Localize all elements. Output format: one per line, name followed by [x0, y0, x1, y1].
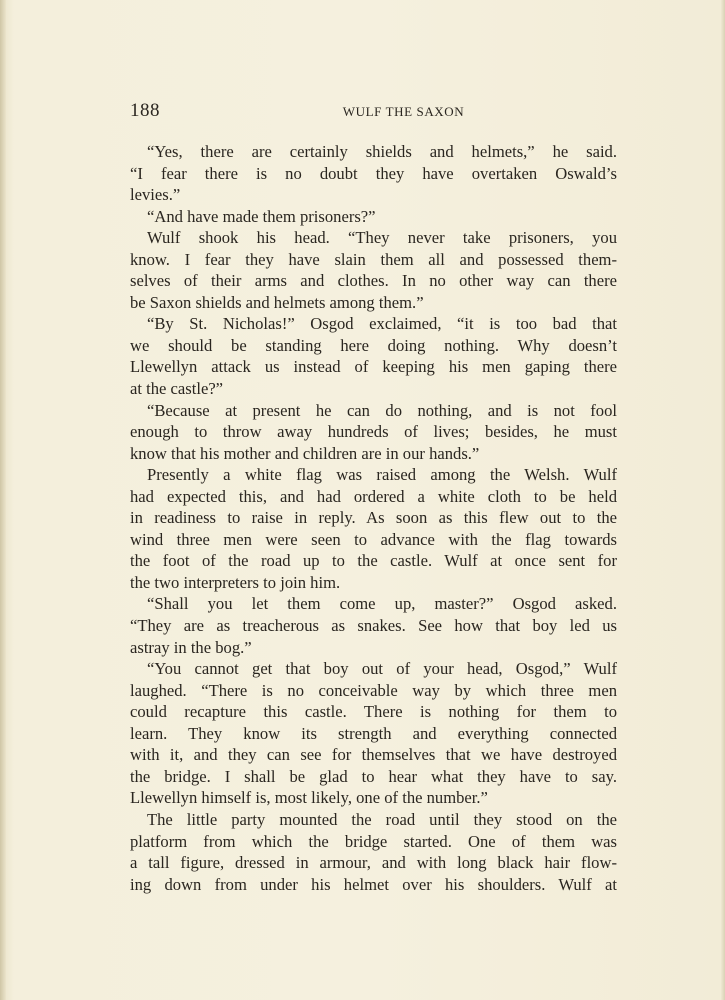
- text-line: the bridge. I shall be glad to hear what they have to say.: [130, 766, 617, 786]
- text-line: “I fear there is no doubt they have overtaken Oswald’s: [130, 163, 617, 183]
- text-line: could recapture this castle. There is nothing for them to: [130, 702, 617, 722]
- text-line: selves of their arms and clothes. In no other way can there: [130, 271, 617, 291]
- text-line: we should be standing here doing nothing. Why doesn’t: [130, 335, 617, 355]
- text-line: “You cannot get that boy out of your head, Osgod,” Wulf: [147, 659, 617, 679]
- text-line: Presently a white flag was raised among the Welsh. Wulf: [147, 465, 617, 485]
- text-line: Wulf shook his head. “They never take prisoners, you: [147, 228, 617, 248]
- running-title: WULF THE SAXON: [342, 104, 465, 119]
- text-line: the foot of the road up to the castle. Wulf at once sent for: [130, 551, 617, 571]
- text-line: The little party mounted the road until they stood on the: [147, 809, 617, 829]
- text-line: enough to throw away hundreds of lives; besides, he must: [130, 422, 617, 442]
- text-line: had expected this, and had ordered a white cloth to be held: [130, 486, 617, 506]
- text-line: wind three men were seen to advance with the flag towards: [130, 529, 617, 549]
- text-line: “Yes, there are certainly shields and helmets,” he said.: [147, 142, 617, 161]
- text-line: Llewellyn himself is, most likely, one of the number.”: [130, 788, 488, 808]
- text-line: levies.”: [130, 185, 181, 205]
- page-header: [130, 98, 617, 124]
- text-line: ing down from under his helmet over his shoulders. Wulf at: [130, 874, 617, 894]
- text-line: laughed. “There is no conceivable way by which three men: [130, 680, 617, 700]
- text-line: learn. They know its strength and everything connected: [130, 723, 617, 743]
- text-line: “Because at present he can do nothing, and is not fool: [147, 400, 617, 420]
- text-line: with it, and they can see for themselves that we have destroyed: [130, 745, 617, 765]
- body-text: [130, 141, 617, 895]
- page-left-edge: [0, 0, 6, 1000]
- text-line: “Shall you let them come up, master?” Osgod asked.: [147, 594, 617, 614]
- text-line: Llewellyn attack us instead of keeping his men gaping there: [130, 357, 617, 377]
- text-line: be Saxon shields and helmets among them.”: [130, 292, 424, 312]
- text-line: platform from which the bridge started. One of them was: [130, 831, 617, 851]
- text-line: “They are as treacherous as snakes. See how that boy led us: [130, 616, 617, 636]
- text-line: a tall figure, dressed in armour, and with long black hair flow-: [130, 853, 617, 873]
- text-line: “By St. Nicholas!” Osgod exclaimed, “it is too bad that: [147, 314, 617, 334]
- text-line: “And have made them prisoners?”: [147, 206, 376, 226]
- page-number: 188: [130, 100, 160, 121]
- text-line: in readiness to raise in reply. As soon as this flew out to the: [130, 508, 617, 528]
- text-line: know that his mother and children are in our hands.”: [130, 443, 480, 463]
- page-right-edge: [721, 0, 725, 1000]
- text-line: at the castle?”: [130, 379, 224, 399]
- text-line: astray in the bog.”: [130, 637, 252, 657]
- text-line: the two interpreters to join him.: [130, 572, 341, 592]
- text-line: know. I fear they have slain them all and possessed them-: [130, 249, 617, 269]
